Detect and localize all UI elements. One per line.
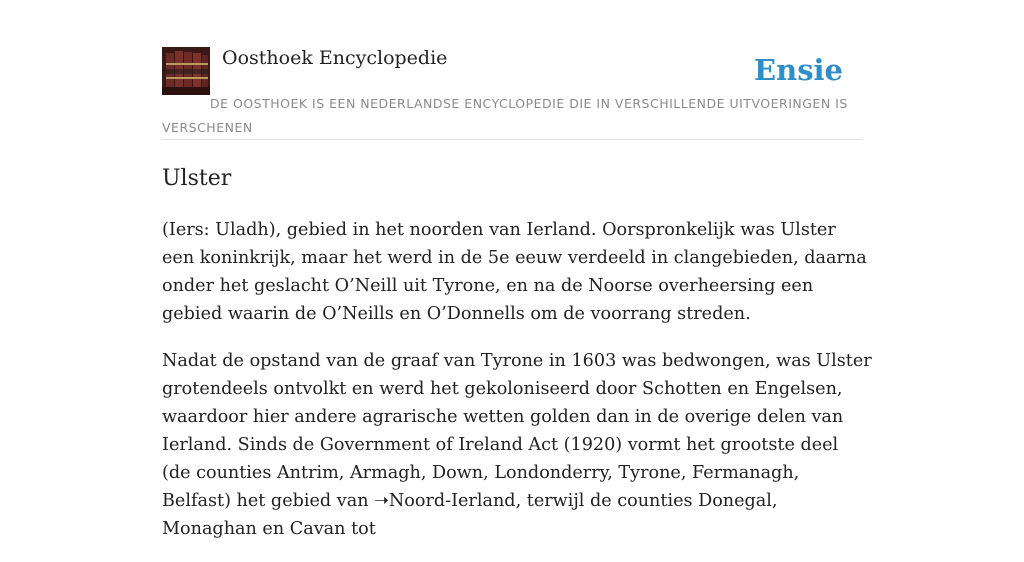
- publisher-name[interactable]: Oosthoek Encyclopedie: [222, 47, 448, 69]
- publisher-avatar[interactable]: [162, 47, 210, 95]
- article-body: [162, 216, 872, 562]
- brand-logo[interactable]: Ensie: [754, 53, 843, 87]
- paragraph-text: Nadat de opstand van de graaf van Tyrone in 1603 was bedwongen, was Ulster grotendeels ontvolkt en werd het gekoloniseerd door Schotten en Engelsen, waardoor hier andere agrarische wetten golden dan in de overige delen van Ierland. Sinds de Government of Ireland Act (1920) vormt het grootste deel (de counties Antrim, Armagh, Down, Londonderry, Tyrone, Fermanagh, Belfast) het gebied van: [162, 351, 872, 511]
- paragraph-text: , terwijl de counties Donegal, Monaghan en Cavan tot: [162, 491, 778, 539]
- book-spines-icon: [162, 47, 210, 95]
- link-arrow-icon: ➝: [374, 491, 389, 511]
- article-paragraph: [162, 347, 872, 543]
- cross-reference-link[interactable]: Noord-Ierland: [388, 491, 516, 511]
- site-header: [162, 46, 862, 140]
- publisher-tagline: DE OOSTHOEK IS EEN NEDERLANDSE ENCYCLOPEDIE DIE IN VERSCHILLENDE UITVOERINGEN IS VERSCHENEN: [162, 96, 848, 135]
- article-title: Ulster: [162, 166, 232, 191]
- article-paragraph: (Iers: Uladh), gebied in het noorden van Ierland. Oorspronkelijk was Ulster een koninkrijk, maar het werd in de 5e eeuw verdeeld in clangebieden, daarna onder het geslacht O’Neill uit Tyrone, en na de Noorse overheersing een gebied waarin de O’Neills en O’Donnells om de voorrang streden.: [162, 220, 867, 324]
